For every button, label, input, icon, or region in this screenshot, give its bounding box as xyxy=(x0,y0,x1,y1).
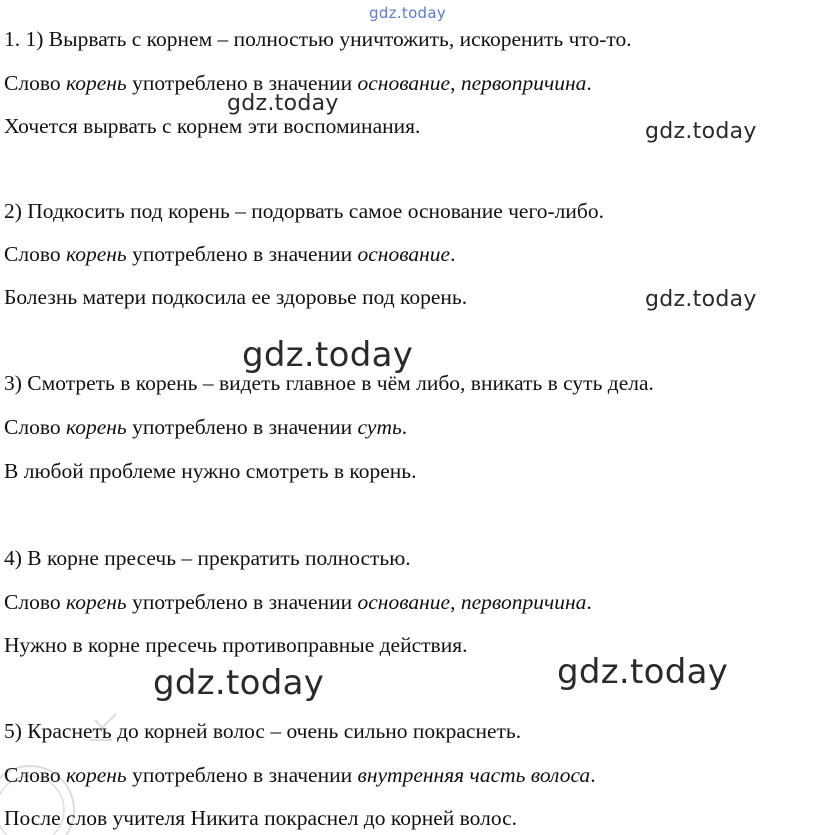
usage-line-4 xyxy=(4,589,592,615)
watermark: gdz.today xyxy=(153,663,325,703)
watermark: gdz.today xyxy=(227,91,339,116)
watermark: gdz.today xyxy=(557,652,729,692)
example-3: В любой проблеме нужно смотреть в корень. xyxy=(4,459,417,483)
usage-end: . xyxy=(586,71,592,95)
meaning: суть xyxy=(357,415,402,439)
usage-prefix: Слово xyxy=(4,590,66,614)
definition-5: 5) Краснеть до корней волос – очень сильно покраснеть. xyxy=(4,719,522,743)
target-word: корень xyxy=(65,242,127,266)
usage-prefix: Слово xyxy=(4,242,66,266)
definition-3: 3) Смотреть в корень – видеть главное в чём либо, вникать в суть дела. xyxy=(4,371,654,395)
meaning-separator: , xyxy=(450,590,461,614)
target-word: корень xyxy=(65,415,127,439)
usage-middle: употреблено в значении xyxy=(126,415,358,439)
meaning: основание xyxy=(357,242,451,266)
usage-line-3 xyxy=(4,414,407,440)
watermark: gdz.today xyxy=(242,335,414,375)
meaning: первопричина xyxy=(460,71,587,95)
usage-middle: употреблено в значении xyxy=(126,763,358,787)
watermark-top: gdz.today xyxy=(369,4,447,22)
usage-end: . xyxy=(586,590,592,614)
usage-end: . xyxy=(450,242,456,266)
usage-middle: употреблено в значении xyxy=(126,242,358,266)
meaning: основание xyxy=(357,71,451,95)
target-word: корень xyxy=(65,590,127,614)
usage-middle: употреблено в значении xyxy=(126,590,358,614)
usage-prefix: Слово xyxy=(4,415,66,439)
example-1: Хочется вырвать с корнем эти воспоминания. xyxy=(4,114,421,138)
target-word: корень xyxy=(65,71,127,95)
example-5: После слов учителя Никита покраснел до корней волос. xyxy=(4,806,518,830)
definition-4: 4) В корне пресечь – прекратить полностью. xyxy=(4,546,411,570)
watermark: gdz.today xyxy=(645,287,757,312)
example-4: Нужно в корне пресечь противоправные действия. xyxy=(4,633,468,657)
usage-prefix: Слово xyxy=(4,763,66,787)
meaning-separator: , xyxy=(450,71,461,95)
usage-end: . xyxy=(590,763,596,787)
usage-middle: употреблено в значении xyxy=(126,71,358,95)
meaning: первопричина xyxy=(460,590,587,614)
usage-line-2 xyxy=(4,241,455,267)
watermark: gdz.today xyxy=(645,119,757,144)
meaning: основание xyxy=(357,590,451,614)
usage-line-1 xyxy=(4,70,592,96)
usage-line-5 xyxy=(4,762,596,788)
example-2: Болезнь матери подкосила ее здоровье под корень. xyxy=(4,285,468,309)
meaning: внутренняя часть волоса xyxy=(357,763,591,787)
usage-prefix: Слово xyxy=(4,71,66,95)
definition-2: 2) Подкосить под корень – подорвать самое основание чего-либо. xyxy=(4,199,604,223)
definition-1: 1. 1) Вырвать с корнем – полностью уничтожить, искоренить что-то. xyxy=(4,27,632,51)
target-word: корень xyxy=(65,763,127,787)
usage-end: . xyxy=(401,415,408,439)
